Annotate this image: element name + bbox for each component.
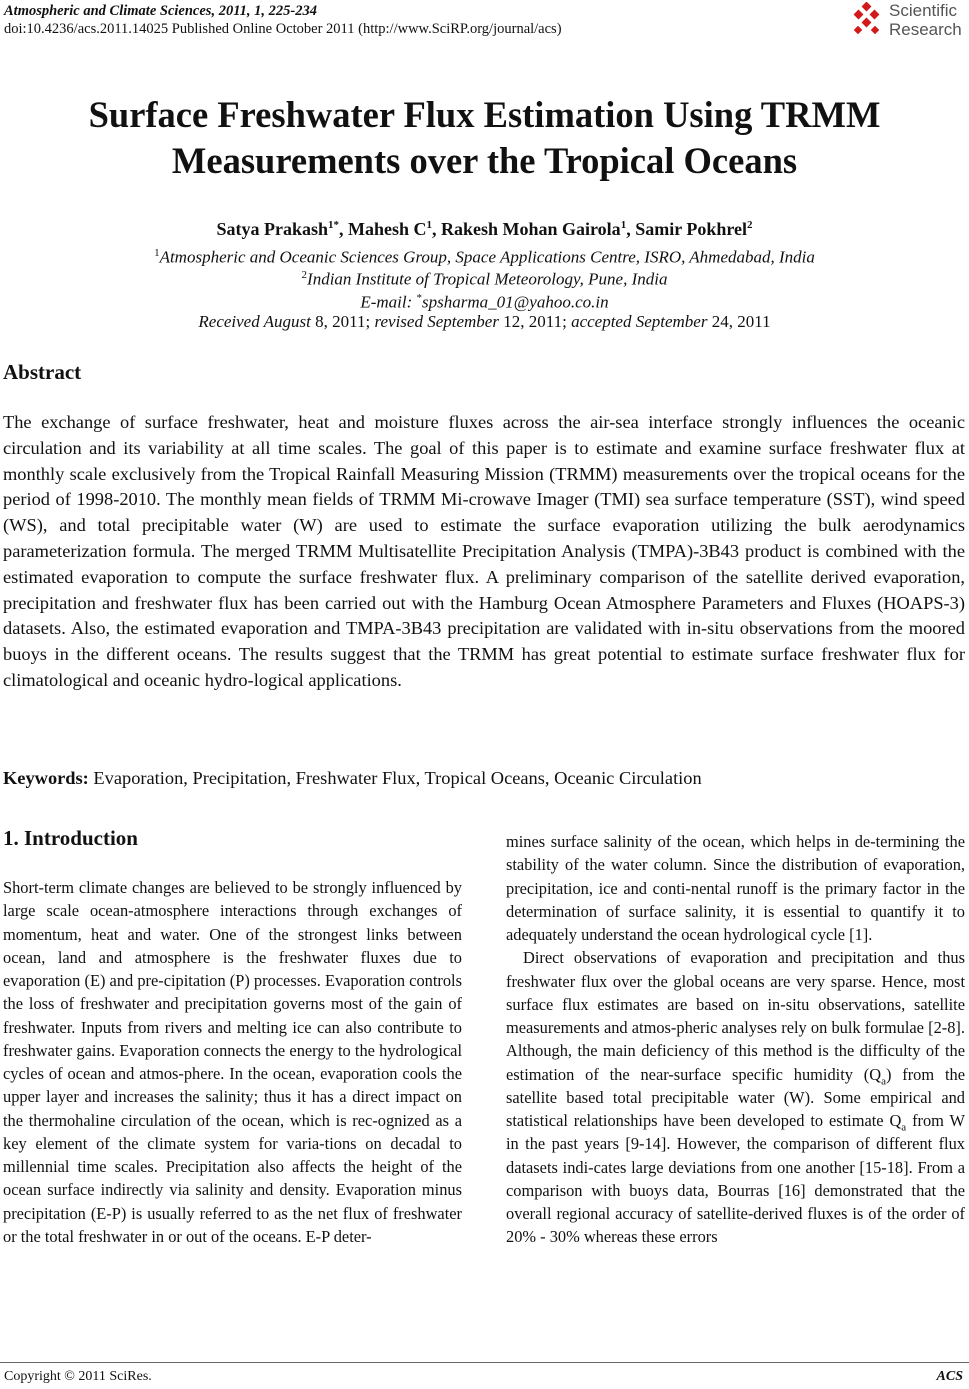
paragraph-text: ) from the satellite based total precipitable water (W). Some empirical and statistical relationships have been developed to estimate Q [506, 1064, 965, 1130]
logo-text-scientific: Scientific [889, 1, 958, 20]
author-affiliation-mark: 1* [327, 219, 339, 231]
intro-paragraph-continued: mines surface salinity of the ocean, which helps in de-termining the stability of the water column. Since the distribution of evaporation, precipitation, ice and conti-nental runoff is the primary factor in the determination of surface salinity, it is essential to quantify it to adequately understand the ocean hydrological cycle [1]. [506, 832, 965, 944]
title-line-2: Measurements over the Tropical Oceans [171, 140, 798, 181]
author-separator: , [626, 219, 636, 239]
footer-journal-abbr: ACS [936, 1369, 963, 1384]
subscript: a [881, 1074, 886, 1087]
paper-title [0, 92, 969, 184]
keywords-label: Keywords: [3, 768, 89, 788]
author-name: Mahesh C [347, 219, 427, 239]
footer-divider [0, 1362, 969, 1363]
logo-text-research: Research [889, 20, 962, 39]
received-label: Received August [198, 312, 316, 331]
author-affiliation-mark: 1 [426, 219, 432, 231]
author-name: Samir Pokhrel [635, 219, 748, 239]
author-affiliation-mark: 2 [747, 219, 753, 231]
received-date: 8, 2011; [315, 312, 375, 331]
accepted-label: accepted September [571, 312, 712, 331]
abstract-heading: Abstract [3, 360, 82, 384]
scirp-logo-icon [850, 2, 884, 36]
author-list [0, 214, 969, 240]
publisher-logo [850, 0, 969, 44]
doi-line: doi:10.4236/acs.2011.14025 Published Online October 2011 (http://www.SciRP.org/journal/acs) [4, 21, 562, 37]
affiliation-text: Indian Institute of Tropical Meteorology, Pune, India [307, 269, 668, 289]
right-column [506, 830, 965, 1249]
affiliation-text: Atmospheric and Oceanic Sciences Group, Space Applications Centre, ISRO, Ahmedabad, India [159, 247, 815, 267]
revised-date: 12, 2011; [503, 312, 572, 331]
corresponding-mark: * [416, 292, 423, 304]
intro-paragraph-2 [506, 946, 965, 1248]
paragraph-text: Direct observations of evaporation and precipitation and thus freshwater flux over the global oceans are very sparse. Hence, most surface flux estimates are based on in-situ observations, satellite measurements and atmos-pheric analyses rely on bulk formulae [2-8]. Although, the main deficiency of this method is the difficulty of the estimation of the near-surface specific humidity (Q [506, 948, 965, 1084]
affiliation-mark: 1 [154, 247, 160, 259]
left-column [3, 876, 462, 1248]
email-label: E-mail: [360, 292, 417, 312]
dates-line [0, 311, 969, 333]
introduction-heading: 1. Introduction [3, 826, 138, 850]
email-line [0, 287, 969, 314]
accepted-date: 24, 2011 [711, 312, 771, 331]
subscript: a [901, 1121, 907, 1134]
revised-label: revised September [374, 312, 504, 331]
running-header [4, 2, 764, 38]
journal-volume: , 2011, 1, 225-234 [211, 3, 317, 19]
title-line-1: Surface Freshwater Flux Estimation Using TRMM [88, 94, 881, 135]
author-separator: , [431, 219, 441, 239]
intro-paragraph-1: Short-term climate changes are believed to be strongly influenced by large scale ocean-atmosphere interactions through exchanges of momentum, heat and water. One of the strongest links between ocean, land and atmosphere is the freshwater fluxes due to evaporation (E) and pre-cipitation (P) processes. Evaporation controls the loss of freshwater and precipitation governs most of the gain of freshwater. Inputs from rivers and melting ice can also contribute to freshwater gains. Evaporation connects the energy to the hydrological cycles of ocean and atmos-phere. In the ocean, evaporation cools the upper layer and increases the salinity; thus it has a direct impact on the thermohaline circulation of the ocean, which is rec-ognized as a key element of the climate system for varia-tions on decadal to millennial time scales. Precipitation also affects the height of the ocean surface indirectly via salinity and density. Evaporation minus precipitation (E-P) is usually referred to as the net flux of freshwater or the total freshwater in or out of the oceans. E-P deter- [3, 878, 462, 1246]
paragraph-text: from W in the past years [9-14]. However, the comparison of different flux datasets indi-cates large deviations from one another [15-18]. From a comparison with buoys data, Bourras [16] demonstrated that the overall regional accuracy of satellite-derived fluxes is of the order of 20% - 30% whereas these errors [506, 1111, 965, 1247]
footer-copyright: Copyright © 2011 SciRes. [4, 1369, 152, 1384]
keywords-line [3, 766, 963, 790]
abstract-body: The exchange of surface freshwater, heat and moisture fluxes across the air-sea interface strongly influences the oceanic circulation and its variability at all time scales. The goal of this paper is to estimate and examine surface freshwater flux at monthly scale exclusively from the Tropical Rainfall Measuring Mission (TRMM) measurements over the tropical oceans for the period of 1998-2010. The monthly mean fields of TRMM Mi-crowave Imager (TMI) sea surface temperature (SST), wind speed (WS), and total precipitable water (W) are used to estimate the surface evaporation utilizing the bulk aerodynamics parameterization formula. The merged TRMM Multisatellite Precipitation Analysis (TMPA)-3B43 product is combined with the estimated evaporation to compute the surface freshwater flux. A preliminary comparison of the satellite derived evaporation, precipitation and freshwater flux has been carried out with the Hamburg Ocean Atmosphere Parameters and Fluxes (HOAPS-3) datasets. Also, the estimated evaporation and TMPA-3B43 precipitation are validated with in-situ observations from the moored buoys in the different oceans. The results suggest that the TRMM has great potential to estimate surface freshwater flux for climatological and oceanic hydro-logical applications. [3, 412, 965, 690]
journal-name: Atmospheric and Climate Sciences [4, 3, 212, 19]
keywords-list: Evaporation, Precipitation, Freshwater Flux, Tropical Oceans, Oceanic Circulation [88, 768, 702, 788]
author-affiliation-mark: 1 [620, 219, 627, 231]
email-address[interactable]: spsharma_01@yahoo.co.in [422, 292, 609, 312]
affiliation-mark: 2 [301, 269, 308, 281]
author-name: Satya Prakash [216, 219, 328, 239]
journal-citation [4, 2, 764, 20]
author-separator: , [338, 219, 348, 239]
author-name: Rakesh Mohan Gairola [440, 219, 621, 239]
